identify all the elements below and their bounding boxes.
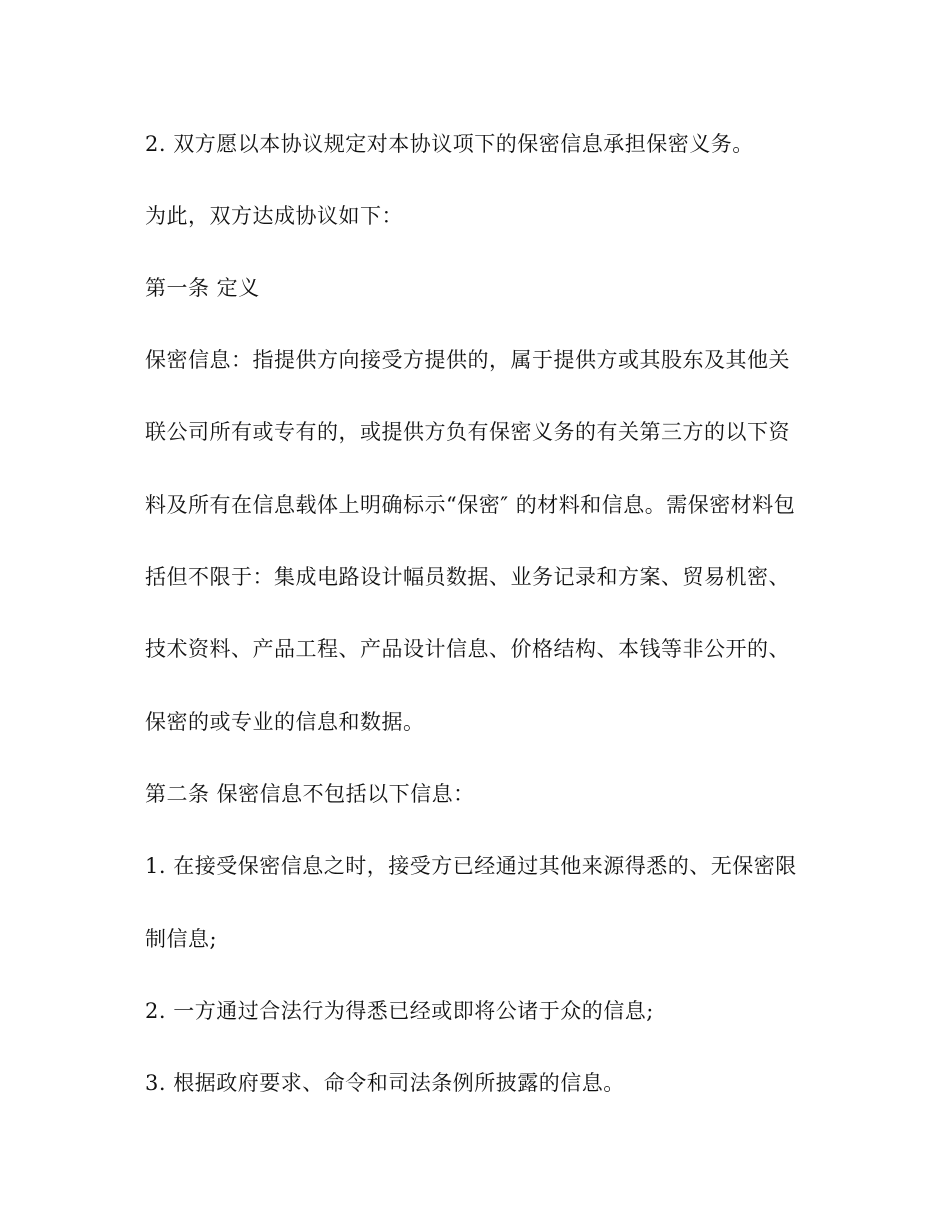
paragraph-line: 保密信息：指提供方向接受方提供的，属于提供方或其股东及其他关 xyxy=(145,348,790,372)
paragraph-line: 3. 根据政府要求、命令和司法条例所披露的信息。 xyxy=(145,1071,625,1095)
paragraph-line: 2. 一方通过合法行为得悉已经或即将公诸于众的信息; xyxy=(145,999,654,1023)
paragraph-line: 料及所有在信息载体上明确标示“保密″ 的材料和信息。需保密材料包 xyxy=(145,493,796,517)
paragraph-line: 联公司所有或专有的，或提供方负有保密义务的有关第三方的以下资 xyxy=(145,420,790,444)
paragraph-line: 技术资料、产品工程、产品设计信息、价格结构、本钱等非公开的、 xyxy=(145,637,790,661)
section-heading: 第一条 定义 xyxy=(145,276,260,300)
paragraph-line: 2. 双方愿以本协议规定对本协议项下的保密信息承担保密义务。 xyxy=(145,132,754,156)
paragraph-line: 括但不限于：集成电路设计幅员数据、业务记录和方案、贸易机密、 xyxy=(145,565,790,589)
paragraph-line: 制信息; xyxy=(145,927,218,951)
section-heading: 第二条 保密信息不包括以下信息： xyxy=(145,782,475,806)
paragraph-line: 保密的或专业的信息和数据。 xyxy=(145,710,425,734)
paragraph-line: 1. 在接受保密信息之时，接受方已经通过其他来源得悉的、无保密限 xyxy=(145,854,797,878)
paragraph-line: 为此，双方达成协议如下： xyxy=(145,204,403,228)
